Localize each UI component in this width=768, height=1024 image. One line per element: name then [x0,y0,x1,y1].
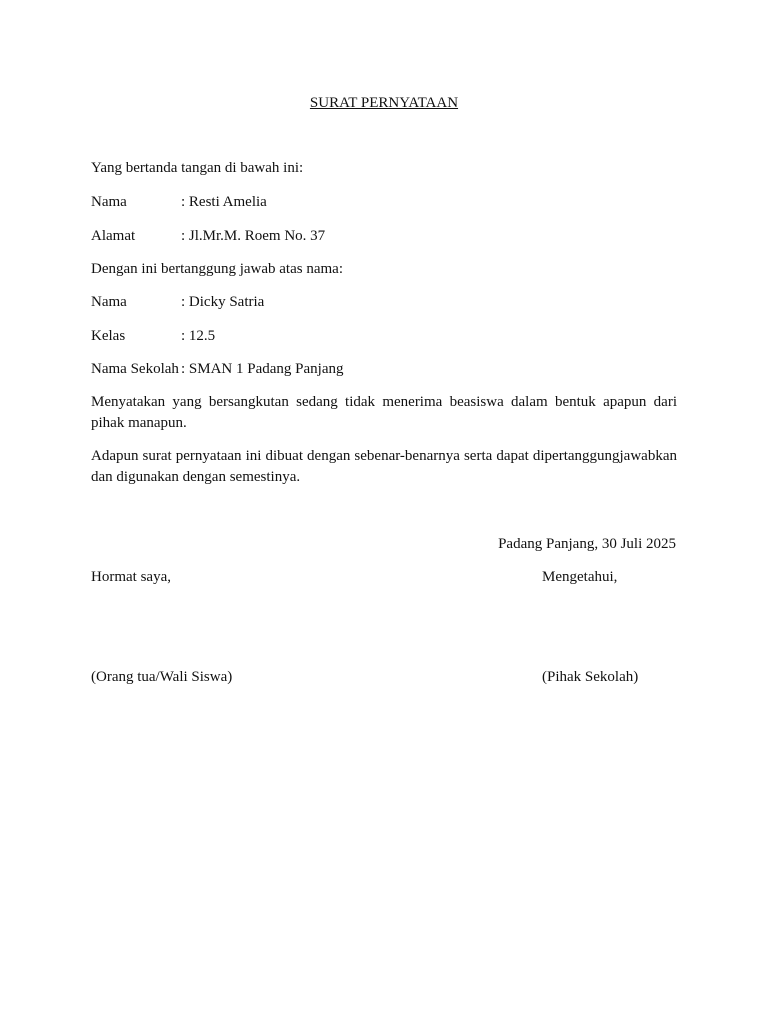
student-class-row [91,326,215,346]
signer-name-value: : Resti Amelia [181,194,267,210]
signer-address-row [91,226,325,246]
statement-paragraph: Menyatakan yang bersangkutan sedang tidak menerima beasiswa dalam bentuk apapun dari pihak manapun. [91,394,677,431]
document-title: SURAT PERNYATAAN [309,95,459,111]
signer-name-row [91,192,267,212]
intro-text: Yang bertanda tangan di bawah ini: [91,160,304,176]
left-greeting: Hormat saya, [91,569,171,585]
signer-address-label: Alamat [91,228,136,244]
student-class-value: : 12.5 [181,328,216,344]
student-school-label: Nama Sekolah [91,361,179,377]
closing-paragraph: Adapun surat pernyataan ini dibuat dengan sebenar-benarnya serta dapat dipertanggungjawabkan dan digunakan dengan semestinya. [91,448,677,485]
right-greeting: Mengetahui, [542,569,618,585]
place-date: Padang Panjang, 30 Juli 2025 [498,536,676,552]
student-school-value: : SMAN 1 Padang Panjang [181,361,344,377]
student-school-row [91,359,344,379]
student-name-label: Nama [91,294,127,310]
student-name-row [91,292,264,312]
responsibility-intro: Dengan ini bertanggung jawab atas nama: [91,261,343,277]
student-class-label: Kelas [91,328,126,344]
left-signatory: (Orang tua/Wali Siswa) [91,669,233,685]
signer-name-label: Nama [91,194,127,210]
right-signatory: (Pihak Sekolah) [542,669,639,685]
signer-address-value: : Jl.Mr.M. Roem No. 37 [181,228,326,244]
student-name-value: : Dicky Satria [181,294,265,310]
